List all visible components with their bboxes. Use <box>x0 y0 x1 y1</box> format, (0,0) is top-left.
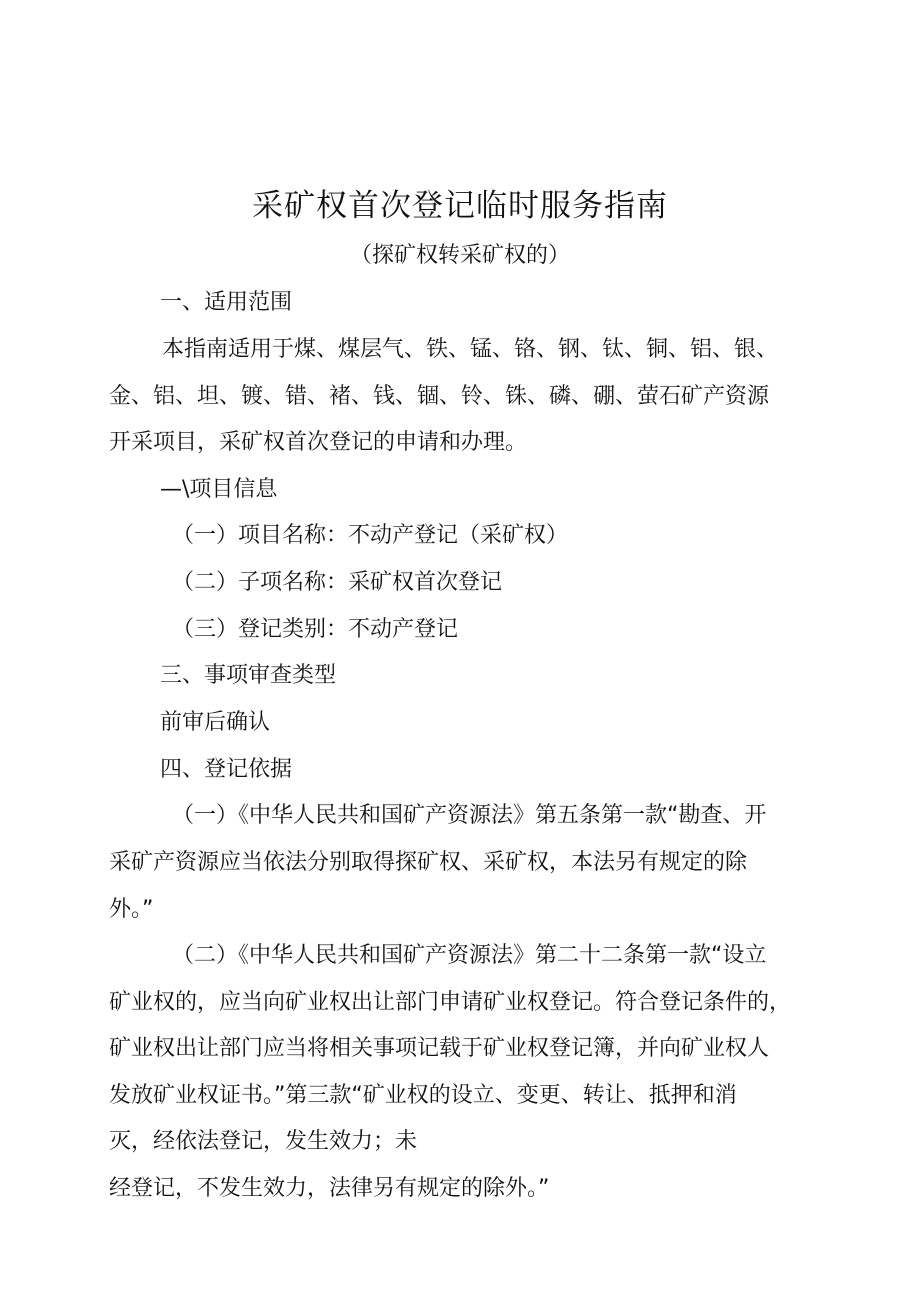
paragraph-line: 开采项目，采矿权首次登记的申请和办理。 <box>109 430 528 455</box>
section-heading-project-info: —\项目信息 <box>160 477 278 502</box>
section-heading-review-type: 三、事项审查类型 <box>160 663 337 688</box>
paragraph-line: 经登记，不发生效力，法律另有规定的除外。” <box>109 1176 550 1201</box>
paragraph-line: 金、铝、坦、镀、错、褚、钱、锢、铃、铢、磷、硼、萤石矿产资源 <box>109 384 770 409</box>
paragraph-line: 外。” <box>109 897 154 922</box>
paragraph-line: 矿业权出让部门应当将相关事项记载于矿业权登记簿，并向矿业权人 <box>109 1036 770 1061</box>
paragraph-line: 发放矿业权证书。”第三款“矿业权的设立、变更、转让、抵押和消 <box>109 1083 737 1108</box>
paragraph-line: 采矿产资源应当依法分别取得探矿权、采矿权，本法另有规定的除 <box>109 850 748 875</box>
section-heading-scope: 一、适用范围 <box>160 290 293 315</box>
document-title: 采矿权首次登记临时服务指南 <box>252 188 668 224</box>
paragraph-line: 矿业权的，应当向矿业权出让部门申请矿业权登记。符合登记条件的， <box>109 990 792 1015</box>
paragraph-line: （二）《中华人民共和国矿产资源法》第二十二条第一款“设立 <box>172 943 767 968</box>
document-subtitle: （探矿权转采矿权的） <box>349 243 570 268</box>
list-item: （一）项目名称：不动产登记（采矿权） <box>172 523 569 548</box>
paragraph-line: 本指南适用于煤、煤层气、铁、锰、铬、钢、钛、铜、铝、银、 <box>162 337 779 362</box>
list-item: （二）子项名称：采矿权首次登记 <box>172 570 503 595</box>
list-item: （三）登记类别：不动产登记 <box>172 617 459 642</box>
section-heading-legal-basis: 四、登记依据 <box>160 757 293 782</box>
paragraph-line: 前审后确认 <box>160 710 271 735</box>
paragraph-line: （一）《中华人民共和国矿产资源法》第五条第一款“勘查、开 <box>172 803 767 828</box>
paragraph-line: 灭，经依法登记，发生效力；未 <box>109 1129 418 1154</box>
